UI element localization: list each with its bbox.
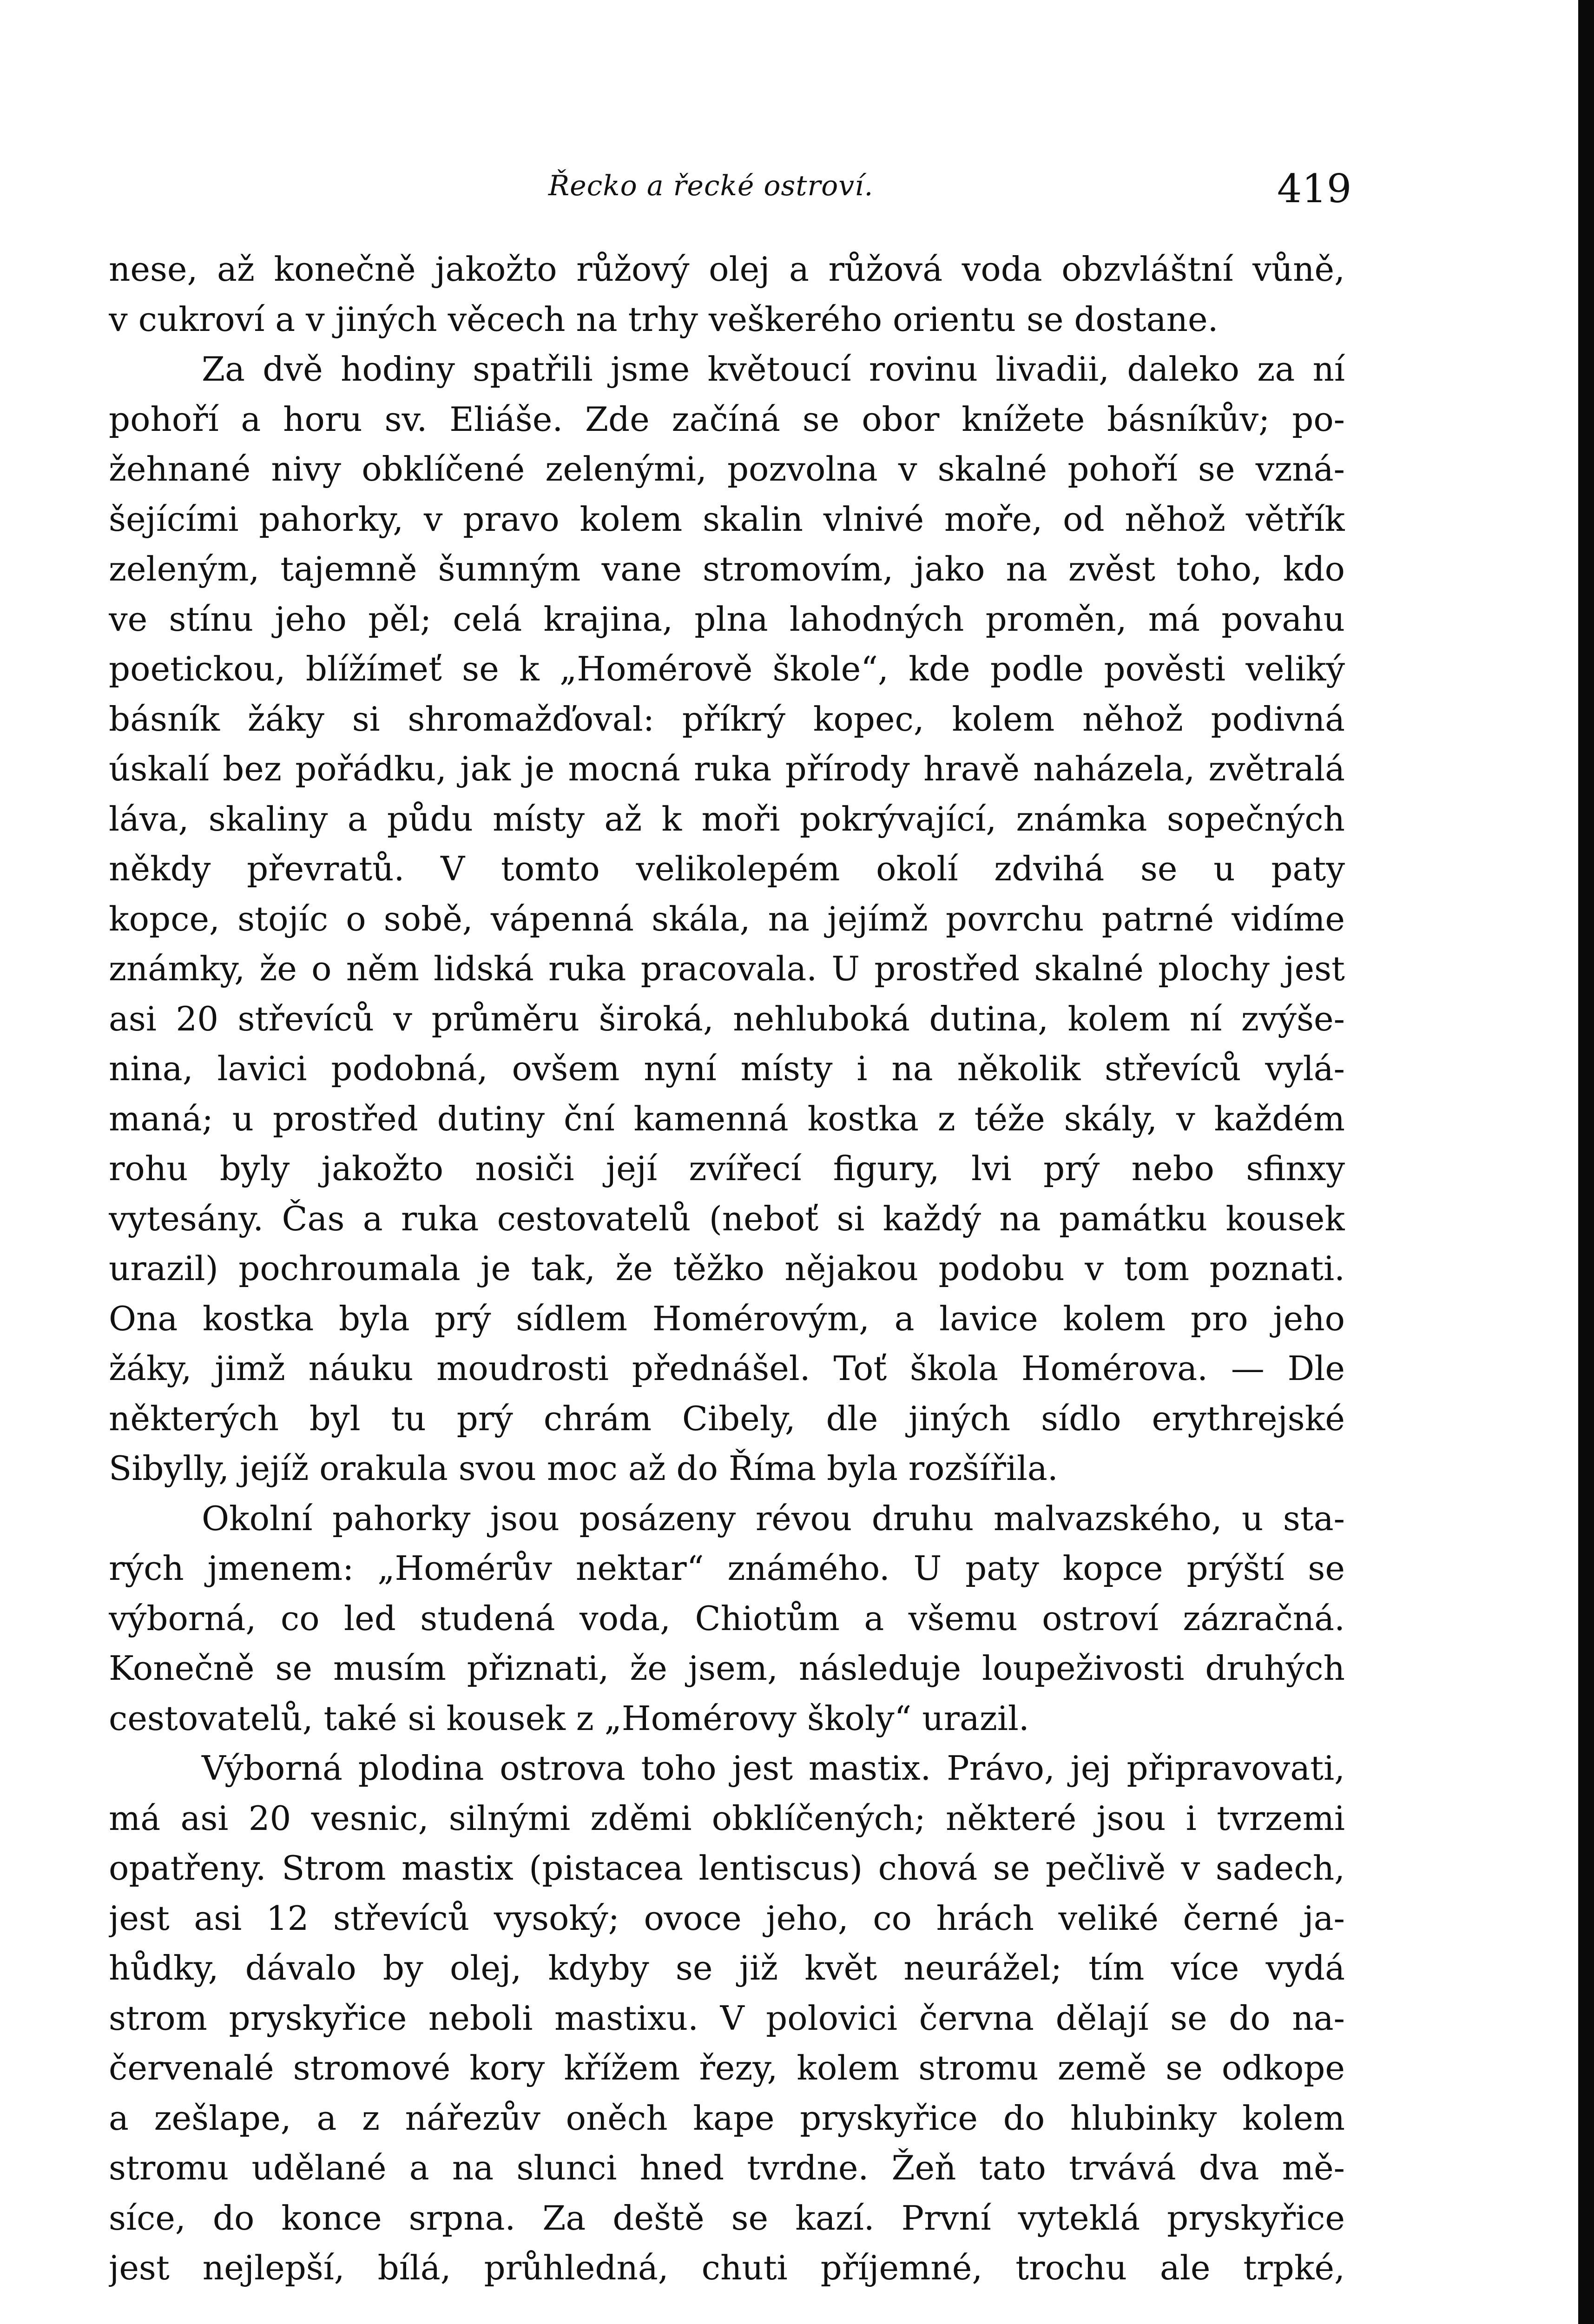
text-line: jest nejlepší, bílá, průhledná, chuti příjemné, trochu ale trpké, — [109, 2248, 1345, 2287]
text-line: a zešlape, a z nářezův oněch kape pryskyřice do hlubinky kolem — [109, 2098, 1345, 2138]
text-line: síce, do konce srpna. Za deště se kazí. První vyteklá pryskyřice — [109, 2198, 1345, 2238]
text-line: některých byl tu prý chrám Cibely, dle jiných sídlo erythrejské — [109, 1399, 1345, 1438]
text-line: Konečně se musím přiznati, že jsem, následuje loupeživosti druhých — [109, 1649, 1345, 1688]
text-line: stromu udělané a na slunci hned tvrdne. Žeň tato trvává dva mě- — [109, 2148, 1345, 2187]
text-line: strom pryskyřice neboli mastixu. V polovici června dělají se do na- — [109, 1998, 1345, 2038]
text-line: Sibylly, jejíž orakula svou moc až do Říma byla rozšířila. — [109, 1449, 1058, 1488]
text-line: poetickou, blížímeť se k „Homérově škole“, kde podle pověsti veliký — [109, 649, 1345, 688]
text-line: kopce, stojíc o sobě, vápenná skála, na jejímž povrchu patrné vidíme — [109, 899, 1345, 938]
text-line: známky, že o něm lidská ruka pracovala. U prostřed skalné plochy jest — [109, 949, 1345, 988]
text-line: výborná, co led studená voda, Chiotům a všemu ostroví zázračná. — [109, 1598, 1345, 1638]
text-line: opatřeny. Strom mastix (pistacea lentiscus) chová se pečlivě v sadech, — [109, 1849, 1345, 1888]
text-line: má asi 20 vesnic, silnými zděmi obklíčených; některé jsou i tvrzemi — [109, 1798, 1345, 1838]
text-line: pohoří a horu sv. Eliáše. Zde začíná se obor knížete básníkův; po- — [109, 399, 1345, 439]
text-line: vytesány. Čas a ruka cestovatelů (neboť si každý na památku kousek — [109, 1199, 1345, 1238]
body-text — [109, 244, 1345, 2293]
text-line: cestovatelů, také si kousek z „Homérovy školy“ urazil. — [109, 1698, 1029, 1738]
text-line: žáky, jimž náuku moudrosti přednášel. Toť škola Homérova. — Dle — [109, 1349, 1345, 1388]
text-line: maná; u prostřed dutiny ční kamenná kostka z téže skály, v každém — [109, 1099, 1345, 1138]
text-line: láva, skaliny a půdu místy až k moři pokrývající, známka sopečných — [109, 799, 1345, 838]
text-line: jest asi 12 střevíců vysoký; ovoce jeho, co hrách veliké černé ja- — [109, 1898, 1345, 1938]
text-line: nese, až konečně jakožto růžový olej a růžová voda obzvláštní vůně, — [109, 250, 1345, 289]
page-number: 419 — [1277, 166, 1352, 211]
text-line: Okolní pahorky jsou posázeny révou druhu malvazského, u sta- — [202, 1499, 1345, 1538]
text-line: Ona kostka byla prý sídlem Homérovým, a lavice kolem pro jeho — [109, 1299, 1345, 1338]
text-line: úskalí bez pořádku, jak je mocná ruka přírody hravě naházela, zvětralá — [109, 749, 1345, 788]
text-line: rohu byly jakožto nosiči její zvířecí figury, lvi prý nebo sfinxy — [109, 1149, 1345, 1188]
text-line: básník žáky si shromažďoval: příkrý kopec, kolem něhož podivná — [109, 699, 1345, 739]
text-line: asi 20 střevíců v průměru široká, nehluboká dutina, kolem ní zvýše- — [109, 999, 1345, 1038]
text-line: žehnané nivy obklíčené zelenými, pozvolna v skalné pohoří se vzná- — [109, 449, 1345, 489]
text-line: v cukroví a v jiných věcech na trhy veškerého orientu se dostane. — [109, 299, 1219, 339]
text-line: Výborná plodina ostrova toho jest mastix. Právo, jej připravovati, — [202, 1749, 1345, 1788]
text-line: šejícími pahorky, v pravo kolem skalin vlnivé moře, od něhož větřík — [109, 499, 1345, 539]
text-line: někdy převratů. V tomto velikolepém okolí zdvihá se u paty — [109, 849, 1345, 888]
text-line: urazil) pochroumala je tak, že těžko nějakou podobu v tom poznati. — [109, 1249, 1345, 1288]
text-line: zeleným, tajemně šumným vane stromovím, jako na zvěst toho, kdo — [109, 549, 1345, 588]
text-line: ve stínu jeho pěl; celá krajina, plna lahodných proměn, má povahu — [109, 599, 1345, 639]
running-title: Řecko a řecké ostroví. — [548, 170, 874, 202]
text-line: nina, lavici podobná, ovšem nyní místy i na několik střevíců vylá- — [109, 1049, 1345, 1088]
text-line: hůdky, dávalo by olej, kdyby se již květ neurážel; tím více vydá — [109, 1948, 1345, 1987]
text-line: rých jmenem: „Homérův nektar“ známého. U paty kopce prýští se — [109, 1549, 1345, 1588]
text-line: Za dvě hodiny spatřili jsme květoucí rovinu livadii, daleko za ní — [202, 350, 1345, 389]
scan-edge — [1578, 0, 1594, 2324]
running-head — [0, 160, 1594, 211]
text-line: červenalé stromové kory křížem řezy, kolem stromu země se odkope — [109, 2048, 1345, 2087]
